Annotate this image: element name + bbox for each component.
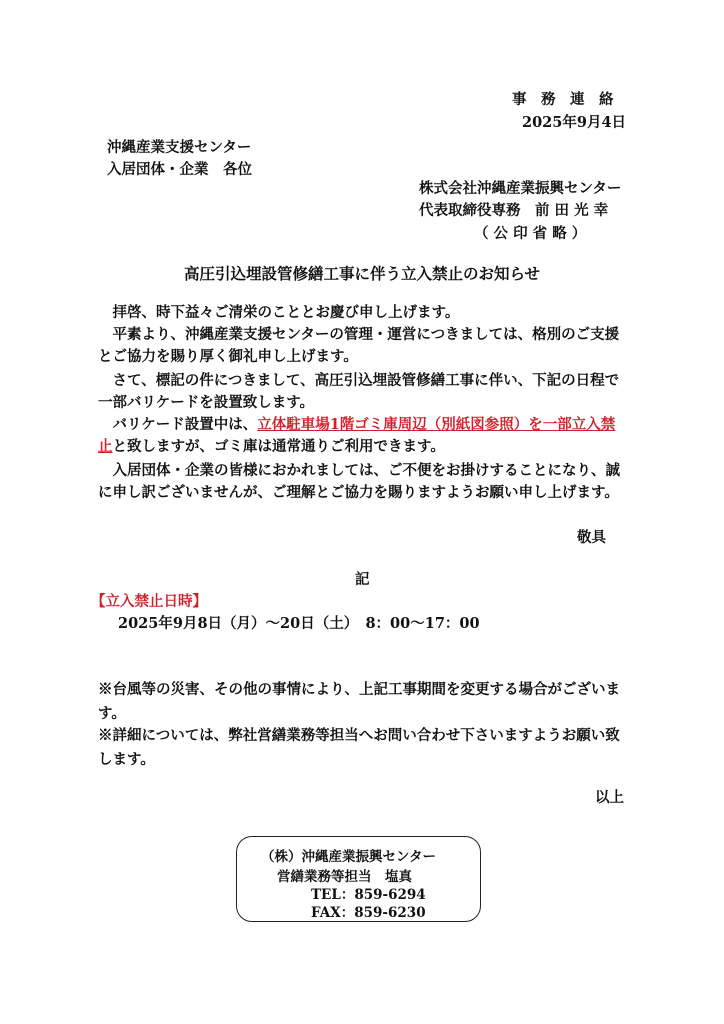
sender-company: 株式会社沖縄産業振興センター	[419, 180, 622, 197]
body-paragraph-5: 入居団体・企業の皆様におかれましては、ご不便をお掛けすることになり、誠に申し訳ございませんが、ご理解とご協力を賜りますようお願い申し上げます。	[98, 462, 620, 501]
body-paragraph-3: さて、標記の件につきまして、高圧引込埋設管修繕工事に伴い、下記の日程で一部バリケードを設置致します。	[98, 372, 620, 411]
recipient-line-2: 入居団体・企業 各位	[107, 161, 252, 178]
end-mark: 以上	[595, 789, 624, 806]
contact-box	[236, 836, 481, 922]
note-1: ※台風等の災害、その他の事情により、上記工事期間を変更する場合がございます。	[98, 681, 620, 722]
schedule-value: 2025年9月8日（月）～20日（土） 8：00～17：00	[118, 615, 480, 632]
body-paragraph-4-pre: バリケード設置中は、	[112, 416, 258, 433]
contact-company: （株）沖縄産業振興センター	[261, 849, 436, 865]
body-paragraph-4-post: と致しますが、ゴミ庫は通常通りご利用できます。	[112, 438, 445, 455]
ki-heading: 記	[355, 571, 370, 588]
note-2: ※詳細については、弊社営繕業務等担当へお問い合わせ下さいますようお願い致します。	[98, 727, 620, 768]
contact-tel: TEL：859-6294	[311, 887, 426, 903]
body-paragraph-4	[98, 414, 626, 458]
body-paragraph-2: 平素より、沖縄産業支援センターの管理・運営につきましては、格別のご支援とご協力を賜り厚く御礼申し上げます。	[98, 326, 620, 365]
body-paragraph-1: 拝啓、時下益々ご清栄のこととお慶び申し上げます。	[112, 304, 460, 321]
page-title: 高圧引込埋設管修繕工事に伴う立入禁止のお知らせ	[183, 264, 541, 283]
contact-fax: FAX：859-6230	[311, 905, 426, 921]
seal-note: （ 公 印 省 略 ）	[474, 225, 587, 242]
recipient-line-1: 沖縄産業支援センター	[107, 139, 252, 156]
document-type: 事 務 連 絡	[512, 91, 614, 108]
schedule-label: 【立入禁止日時】	[91, 593, 207, 610]
document-date: 2025年9月4日	[522, 114, 627, 131]
closing-keigu: 敬具	[577, 529, 606, 546]
sender-representative: 代表取締役専務 前 田 光 幸	[419, 202, 609, 219]
contact-department: 営繕業務等担当 塩真	[277, 869, 412, 885]
restricted-area-highlight: 立体駐車場1階ゴミ庫周辺（別紙図参照）を一部立入禁止	[98, 416, 616, 455]
